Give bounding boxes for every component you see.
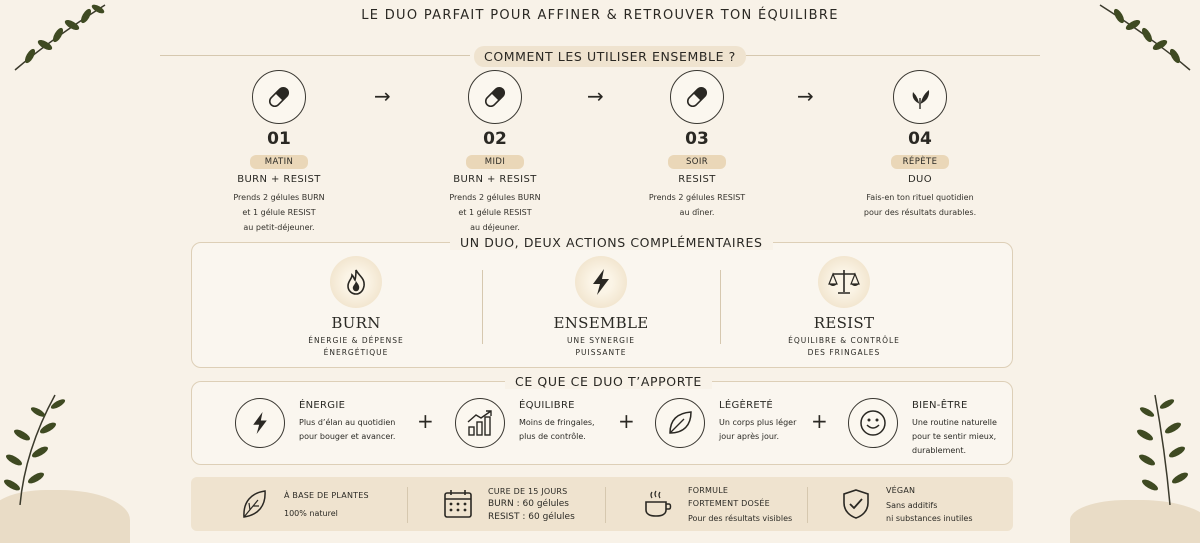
benefits-section-title: CE QUE CE DUO T’APPORTE <box>505 374 712 389</box>
benefit-bien-etre <box>848 398 997 458</box>
feature-cure <box>440 484 575 524</box>
calendar-icon <box>440 486 476 522</box>
step-desc-line: au dîner. <box>679 208 715 217</box>
benefit-desc-line: Un corps plus léger <box>719 418 797 427</box>
growth-chart-icon <box>455 398 505 448</box>
lightning-icon <box>235 398 285 448</box>
shield-check-icon <box>838 486 874 522</box>
feature-line: BURN : 60 gélules <box>488 498 569 509</box>
benefit-desc-line: jour après jour. <box>719 432 780 441</box>
step-number: 04 <box>908 129 932 149</box>
divider-left <box>160 55 470 56</box>
feature-formule <box>640 484 792 524</box>
actions-divider <box>482 270 483 344</box>
step-number: 01 <box>267 129 291 149</box>
feature-plantes <box>236 484 369 524</box>
features-divider <box>605 487 606 523</box>
step-time-tag: SOIR <box>668 155 726 169</box>
benefit-desc-line: plus de contrôle. <box>519 432 586 441</box>
step-name: BURN + RESIST <box>453 174 537 185</box>
lightning-icon <box>575 256 627 308</box>
feature-line: Pour des résultats visibles <box>688 513 793 523</box>
arrow-icon: → <box>587 84 604 108</box>
step-desc-line: et 1 gélule RESIST <box>242 208 316 217</box>
feature-vegan <box>838 484 973 524</box>
arrow-icon: → <box>797 84 814 108</box>
benefit-description <box>912 416 997 458</box>
step-name: DUO <box>907 174 933 185</box>
action-desc-line: UNE SYNERGIE <box>567 336 635 345</box>
leaf-icon <box>655 398 705 448</box>
benefit-desc-line: Plus d’élan au quotidien <box>299 418 396 427</box>
step-2 <box>420 70 570 235</box>
feature-title: VÉGAN <box>886 485 916 495</box>
benefit-desc-line: Une routine naturelle <box>912 418 997 427</box>
step-desc-line: pour des résultats durables. <box>863 208 977 217</box>
action-desc-line: ÉQUILIBRE & CONTRÔLE <box>788 336 900 345</box>
feature-title: CURE DE 15 JOURS <box>488 486 568 496</box>
step-time-tag: MIDI <box>466 155 524 169</box>
step-name: RESIST <box>678 174 716 185</box>
step-desc-line: au petit-déjeuner. <box>243 223 315 232</box>
benefit-title: BIEN-ÊTRE <box>912 400 968 411</box>
step-description <box>622 190 772 220</box>
benefit-energie <box>235 398 395 448</box>
features-divider <box>407 487 408 523</box>
action-name: ENSEMBLE <box>553 314 649 332</box>
feature-line: RESIST : 60 gélules <box>488 511 575 522</box>
benefit-desc-line: pour bouger et avancer. <box>299 432 396 441</box>
benefit-desc-line: pour te sentir mieux, <box>912 432 997 441</box>
plus-icon: + <box>618 409 635 433</box>
capsule-icon <box>252 70 306 124</box>
benefit-title: ÉNERGIE <box>299 400 346 411</box>
smiley-icon <box>848 398 898 448</box>
feature-line: 100% naturel <box>284 508 338 518</box>
features-divider <box>807 487 808 523</box>
leaf-outline-icon <box>236 486 272 522</box>
benefit-title: LÉGÈRETÉ <box>719 400 774 411</box>
step-4 <box>845 70 995 220</box>
feature-title: FORMULE <box>688 485 729 495</box>
divider-right <box>735 55 1040 56</box>
step-description <box>845 190 995 220</box>
decorative-rock-right <box>1070 500 1200 543</box>
step-desc-line: Prends 2 gélules RESIST <box>648 193 746 202</box>
feature-title: À BASE DE PLANTES <box>284 490 369 500</box>
benefit-description <box>299 416 395 444</box>
page-title: LE DUO PARFAIT POUR AFFINER & RETROUVER TON ÉQUILIBRE <box>361 8 839 23</box>
action-desc-line: ÉNERGIE & DÉPENSE <box>308 336 404 345</box>
benefit-desc-line: Moins de fringales, <box>519 418 595 427</box>
feature-line: ni substances inutiles <box>886 513 973 523</box>
action-description <box>256 335 456 359</box>
action-name: RESIST <box>813 314 875 332</box>
coffee-cup-icon <box>640 486 676 522</box>
step-description <box>204 190 354 235</box>
step-desc-line: au déjeuner. <box>470 223 520 232</box>
step-number: 03 <box>685 129 709 149</box>
step-time-tag: MATIN <box>250 155 308 169</box>
benefit-description <box>719 416 796 444</box>
benefit-title: ÉQUILIBRE <box>519 400 575 411</box>
action-description <box>501 335 701 359</box>
step-description <box>420 190 570 235</box>
action-desc-line: DES FRINGALES <box>807 348 881 357</box>
action-desc-line: ÉNERGÉTIQUE <box>323 348 389 357</box>
benefit-desc-line: durablement. <box>912 446 967 455</box>
step-1 <box>204 70 354 235</box>
plus-icon: + <box>417 409 434 433</box>
step-desc-line: Prends 2 gélules BURN <box>449 193 541 202</box>
feature-line: Sans additifs <box>886 500 938 510</box>
scales-icon <box>818 256 870 308</box>
benefit-description <box>519 416 595 444</box>
action-resist <box>744 256 944 359</box>
capsule-icon <box>670 70 724 124</box>
leaves-icon <box>893 70 947 124</box>
feature-title: FORTEMENT DOSÉE <box>688 498 770 508</box>
step-number: 02 <box>483 129 507 149</box>
arrow-icon: → <box>374 84 391 108</box>
action-name: BURN <box>331 314 381 332</box>
action-desc-line: PUISSANTE <box>575 348 627 357</box>
actions-divider <box>720 270 721 344</box>
step-time-tag: RÉPÈTE <box>891 155 949 169</box>
decorative-branch-bottom-left-icon <box>0 390 80 505</box>
flame-icon <box>330 256 382 308</box>
benefit-legerete <box>655 398 796 448</box>
step-3 <box>622 70 772 220</box>
action-description <box>744 335 944 359</box>
decorative-branch-bottom-right-icon <box>1115 390 1195 505</box>
step-desc-line: Fais-en ton rituel quotidien <box>866 193 974 202</box>
step-desc-line: et 1 gélule RESIST <box>458 208 532 217</box>
plus-icon: + <box>811 409 828 433</box>
usage-section-title: COMMENT LES UTILISER ENSEMBLE ? <box>474 46 746 67</box>
actions-section-title: UN DUO, DEUX ACTIONS COMPLÉMENTAIRES <box>450 235 773 250</box>
step-desc-line: Prends 2 gélules BURN <box>233 193 325 202</box>
capsule-icon <box>468 70 522 124</box>
action-burn <box>256 256 456 359</box>
step-name: BURN + RESIST <box>237 174 321 185</box>
benefit-equilibre <box>455 398 595 448</box>
action-ensemble <box>501 256 701 359</box>
